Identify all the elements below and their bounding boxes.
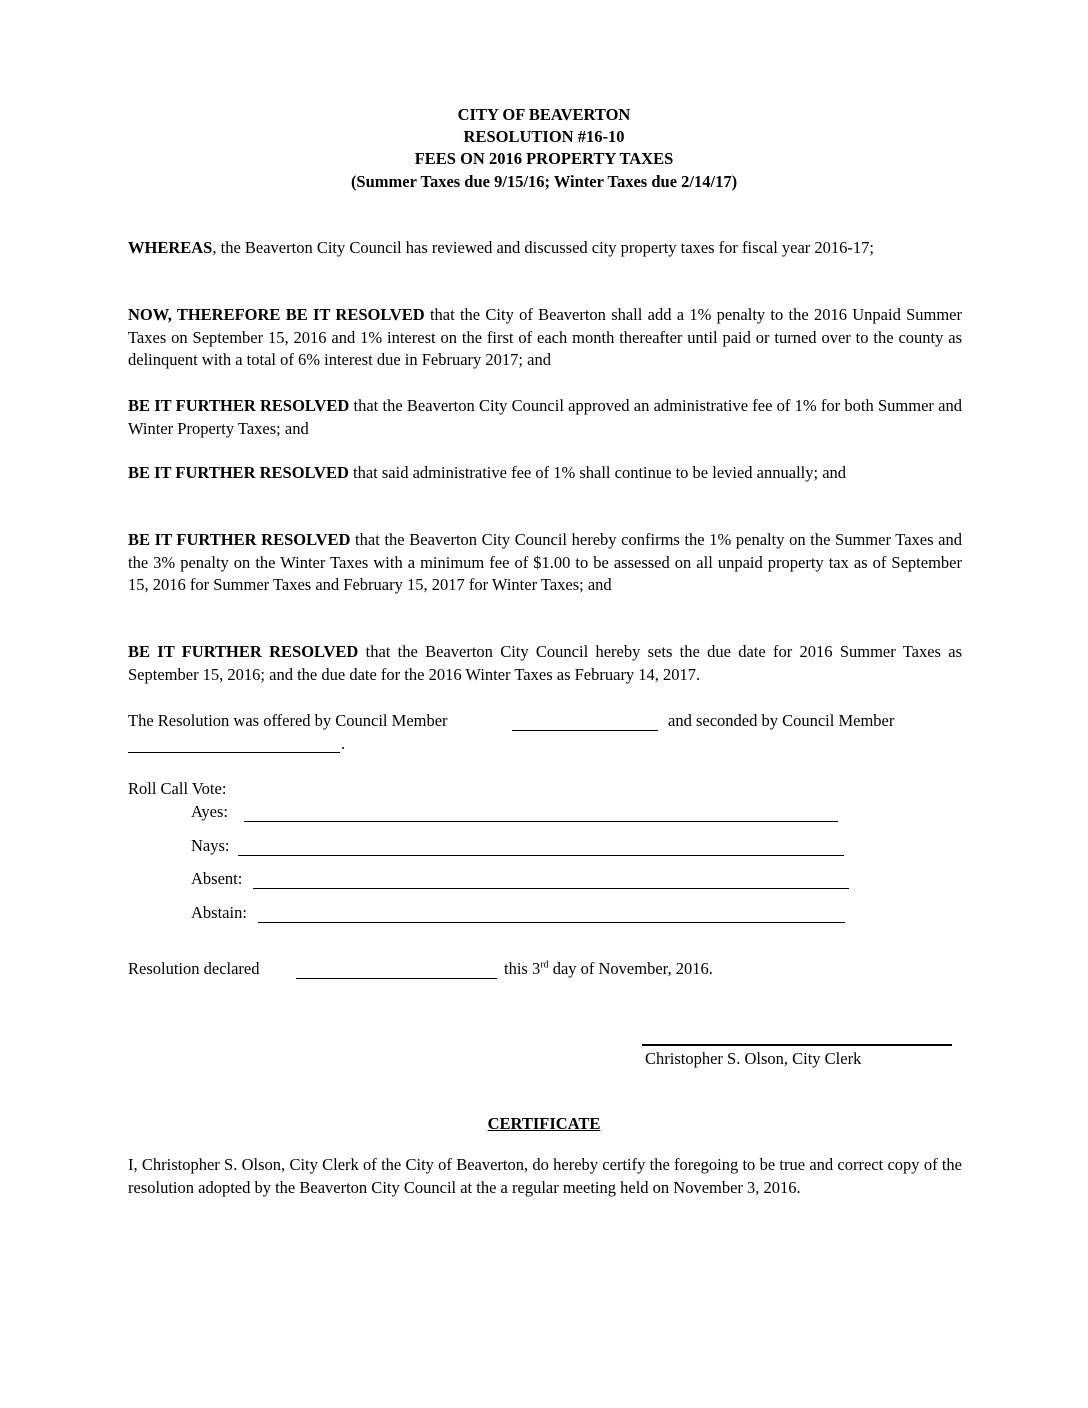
offered-label: The Resolution was offered by Council Member <box>128 711 448 730</box>
ayes-blank[interactable] <box>244 821 838 822</box>
seconded-label: and seconded by Council Member <box>668 711 895 730</box>
resolved-paragraph <box>128 304 962 372</box>
offered-by-blank[interactable] <box>512 730 658 731</box>
nays-label: Nays: <box>191 836 230 855</box>
declared-blank[interactable] <box>296 978 497 979</box>
paragraph-lead: BE IT FURTHER RESOLVED <box>128 642 359 661</box>
signature-line <box>642 1044 952 1046</box>
paragraph-lead: NOW, THEREFORE BE IT RESOLVED <box>128 305 425 324</box>
absent-blank[interactable] <box>253 888 849 889</box>
paragraph-text: that the City of Beaverton shall add a 1% penalty to the 2016 Unpaid Summer Taxes on September 15, 2016 and 1% interest on the first of each month thereafter until paid or turned over to the county as delinquent with a total of 6% interest due in February 2017; and <box>128 305 963 369</box>
certificate-title: CERTIFICATE <box>487 1114 601 1133</box>
paragraph-lead: WHEREAS <box>128 238 213 257</box>
city-title: CITY OF BEAVERTON <box>457 105 631 124</box>
further-resolved-paragraph <box>128 529 962 597</box>
seconded-by-blank[interactable] <box>128 752 340 753</box>
declared-date-pre: this 3 <box>504 959 541 978</box>
paragraph-lead: BE IT FURTHER RESOLVED <box>128 463 349 482</box>
nays-blank[interactable] <box>238 855 844 856</box>
abstain-blank[interactable] <box>258 922 845 923</box>
further-resolved-paragraph <box>128 641 962 686</box>
further-resolved-paragraph <box>128 462 962 485</box>
roll-call-label: Roll Call Vote: <box>128 779 227 798</box>
paragraph-text: , the Beaverton City Council has reviewed and discussed city property taxes for fiscal year 2016-17; <box>212 238 875 257</box>
paragraph-text: that the Beaverton City Council approved an administrative fee of 1% for both Summer and Winter Property Taxes; and <box>128 396 962 438</box>
paragraph-lead: BE IT FURTHER RESOLVED <box>128 530 351 549</box>
ordinal-suffix: rd <box>540 959 549 971</box>
declared-date <box>504 958 713 980</box>
declared-label: Resolution declared <box>128 959 260 978</box>
ayes-label: Ayes: <box>191 802 228 821</box>
paragraph-text: that said administrative fee of 1% shall continue to be levied annually; and <box>348 463 847 482</box>
further-resolved-paragraph <box>128 395 962 440</box>
absent-label: Absent: <box>191 869 243 888</box>
declared-date-post: day of November, 2016. <box>548 959 713 978</box>
whereas-paragraph <box>128 237 962 260</box>
paragraph-text: that the Beaverton City Council hereby sets the due date for 2016 Summer Taxes as September 15, 2016; and the due date for the 2016 Winter Taxes as February 14, 2017. <box>128 642 962 684</box>
resolution-number: RESOLUTION #16-10 <box>463 127 625 146</box>
certificate-text: I, Christopher S. Olson, City Clerk of the City of Beaverton, do hereby certify the foregoing to be true and correct copy of the resolution adopted by the Beaverton City Council at the a regular meeting held on November 3, 2016. <box>128 1155 962 1197</box>
resolution-subject: FEES ON 2016 PROPERTY TAXES <box>414 149 674 168</box>
abstain-label: Abstain: <box>191 903 247 922</box>
sentence-period: . <box>341 734 346 753</box>
paragraph-text: that the Beaverton City Council hereby confirms the 1% penalty on the Summer Taxes and the 3% penalty on the Winter Taxes with a minimum fee of $1.00 to be assessed on all unpaid property tax as of September 15, 2016 for Summer Taxes and February 15, 2017 for Winter Taxes; and <box>128 530 962 594</box>
clerk-signature-name: Christopher S. Olson, City Clerk <box>645 1049 862 1068</box>
paragraph-lead: BE IT FURTHER RESOLVED <box>128 396 350 415</box>
due-dates-subtitle: (Summer Taxes due 9/15/16; Winter Taxes due 2/14/17) <box>350 172 738 191</box>
